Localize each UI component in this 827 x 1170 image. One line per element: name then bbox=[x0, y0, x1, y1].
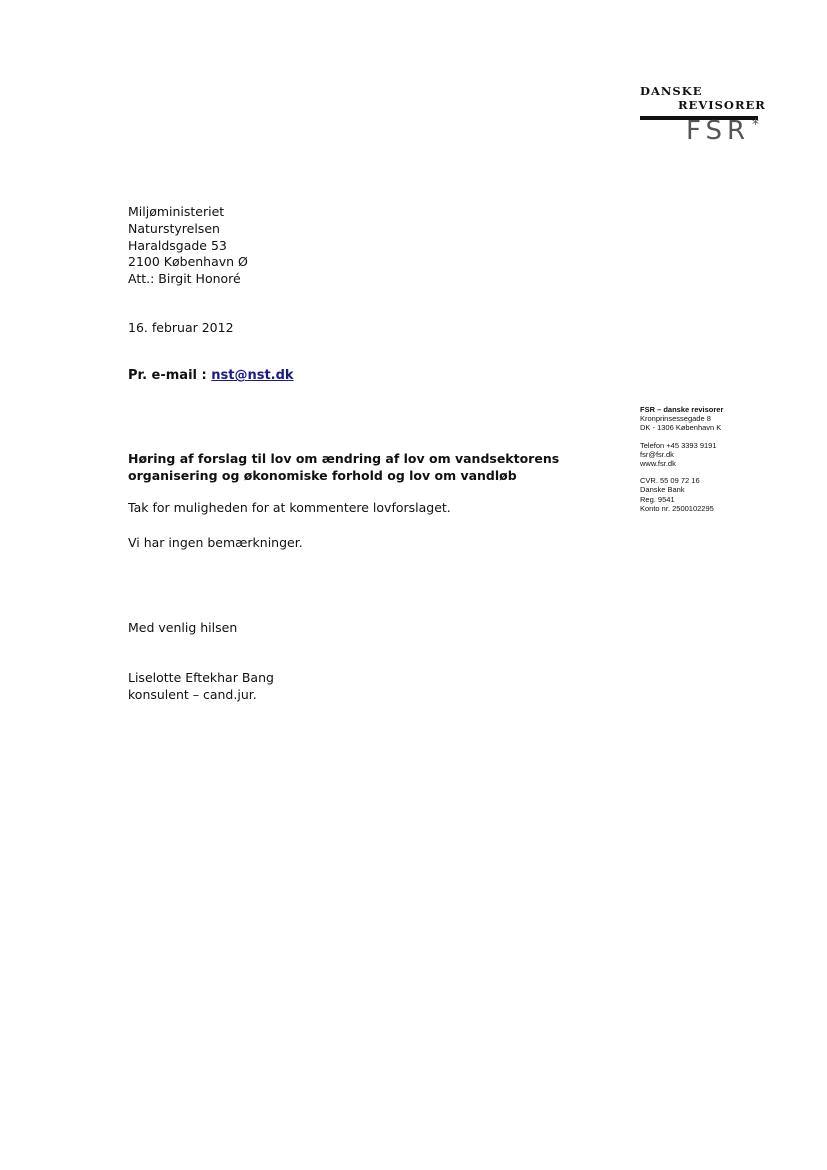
sender-web: www.fsr.dk bbox=[640, 459, 676, 469]
sender-phone: Telefon +45 3393 9191 bbox=[640, 440, 717, 450]
recipient-line: Miljøministeriet bbox=[128, 204, 225, 219]
sender-cvr: CVR. 55 09 72 16 bbox=[640, 476, 700, 486]
email-link[interactable]: nst@nst.dk bbox=[211, 368, 294, 383]
body-paragraph: Vi har ingen bemærkninger. bbox=[128, 535, 303, 550]
sender-email: fsr@fsr.dk bbox=[640, 449, 674, 459]
email-line bbox=[128, 368, 294, 383]
closing-phrase: Med venlig hilsen bbox=[128, 620, 238, 635]
recipient-line: Naturstyrelsen bbox=[128, 220, 220, 236]
sender-bank: Danske Bank bbox=[640, 485, 685, 495]
letter-subject bbox=[128, 450, 559, 484]
fsr-logo bbox=[636, 84, 766, 150]
sender-org: FSR – danske revisorer bbox=[640, 405, 724, 414]
sender-reg: Reg. 9541 bbox=[640, 494, 675, 504]
recipient-line: Haraldsgade 53 bbox=[128, 237, 227, 253]
signature bbox=[128, 669, 274, 703]
subject-line: Høring af forslag til lov om ændring af lov om vandsektorens bbox=[128, 451, 560, 466]
logo-text-danske: DANSKE bbox=[640, 84, 703, 98]
logo-mark-fsr: FSR bbox=[686, 116, 751, 146]
sender-city: DK - 1306 København K bbox=[640, 423, 722, 433]
email-label: Pr. e-mail : bbox=[128, 368, 212, 383]
recipient-line: Att.: Birgit Honoré bbox=[128, 271, 241, 287]
body-paragraph: Tak for muligheden for at kommentere lovforslaget. bbox=[128, 500, 451, 515]
subject-line: organisering og økonomiske forhold og lov om vandløb bbox=[128, 468, 517, 483]
recipient-line: 2100 København Ø bbox=[128, 254, 248, 270]
letter-date: 16. februar 2012 bbox=[128, 320, 234, 335]
sender-street: Kronprinsessegade 8 bbox=[640, 414, 711, 424]
logo-star-icon: * bbox=[752, 117, 759, 133]
logo-text-revisorer: REVISORER bbox=[678, 98, 766, 112]
signature-name: Liselotte Eftekhar Bang bbox=[128, 670, 274, 685]
recipient-address bbox=[128, 204, 248, 288]
signature-title: konsulent – cand.jur. bbox=[128, 687, 257, 702]
sender-account: Konto nr. 2500102295 bbox=[640, 503, 714, 513]
sender-info bbox=[640, 405, 723, 513]
